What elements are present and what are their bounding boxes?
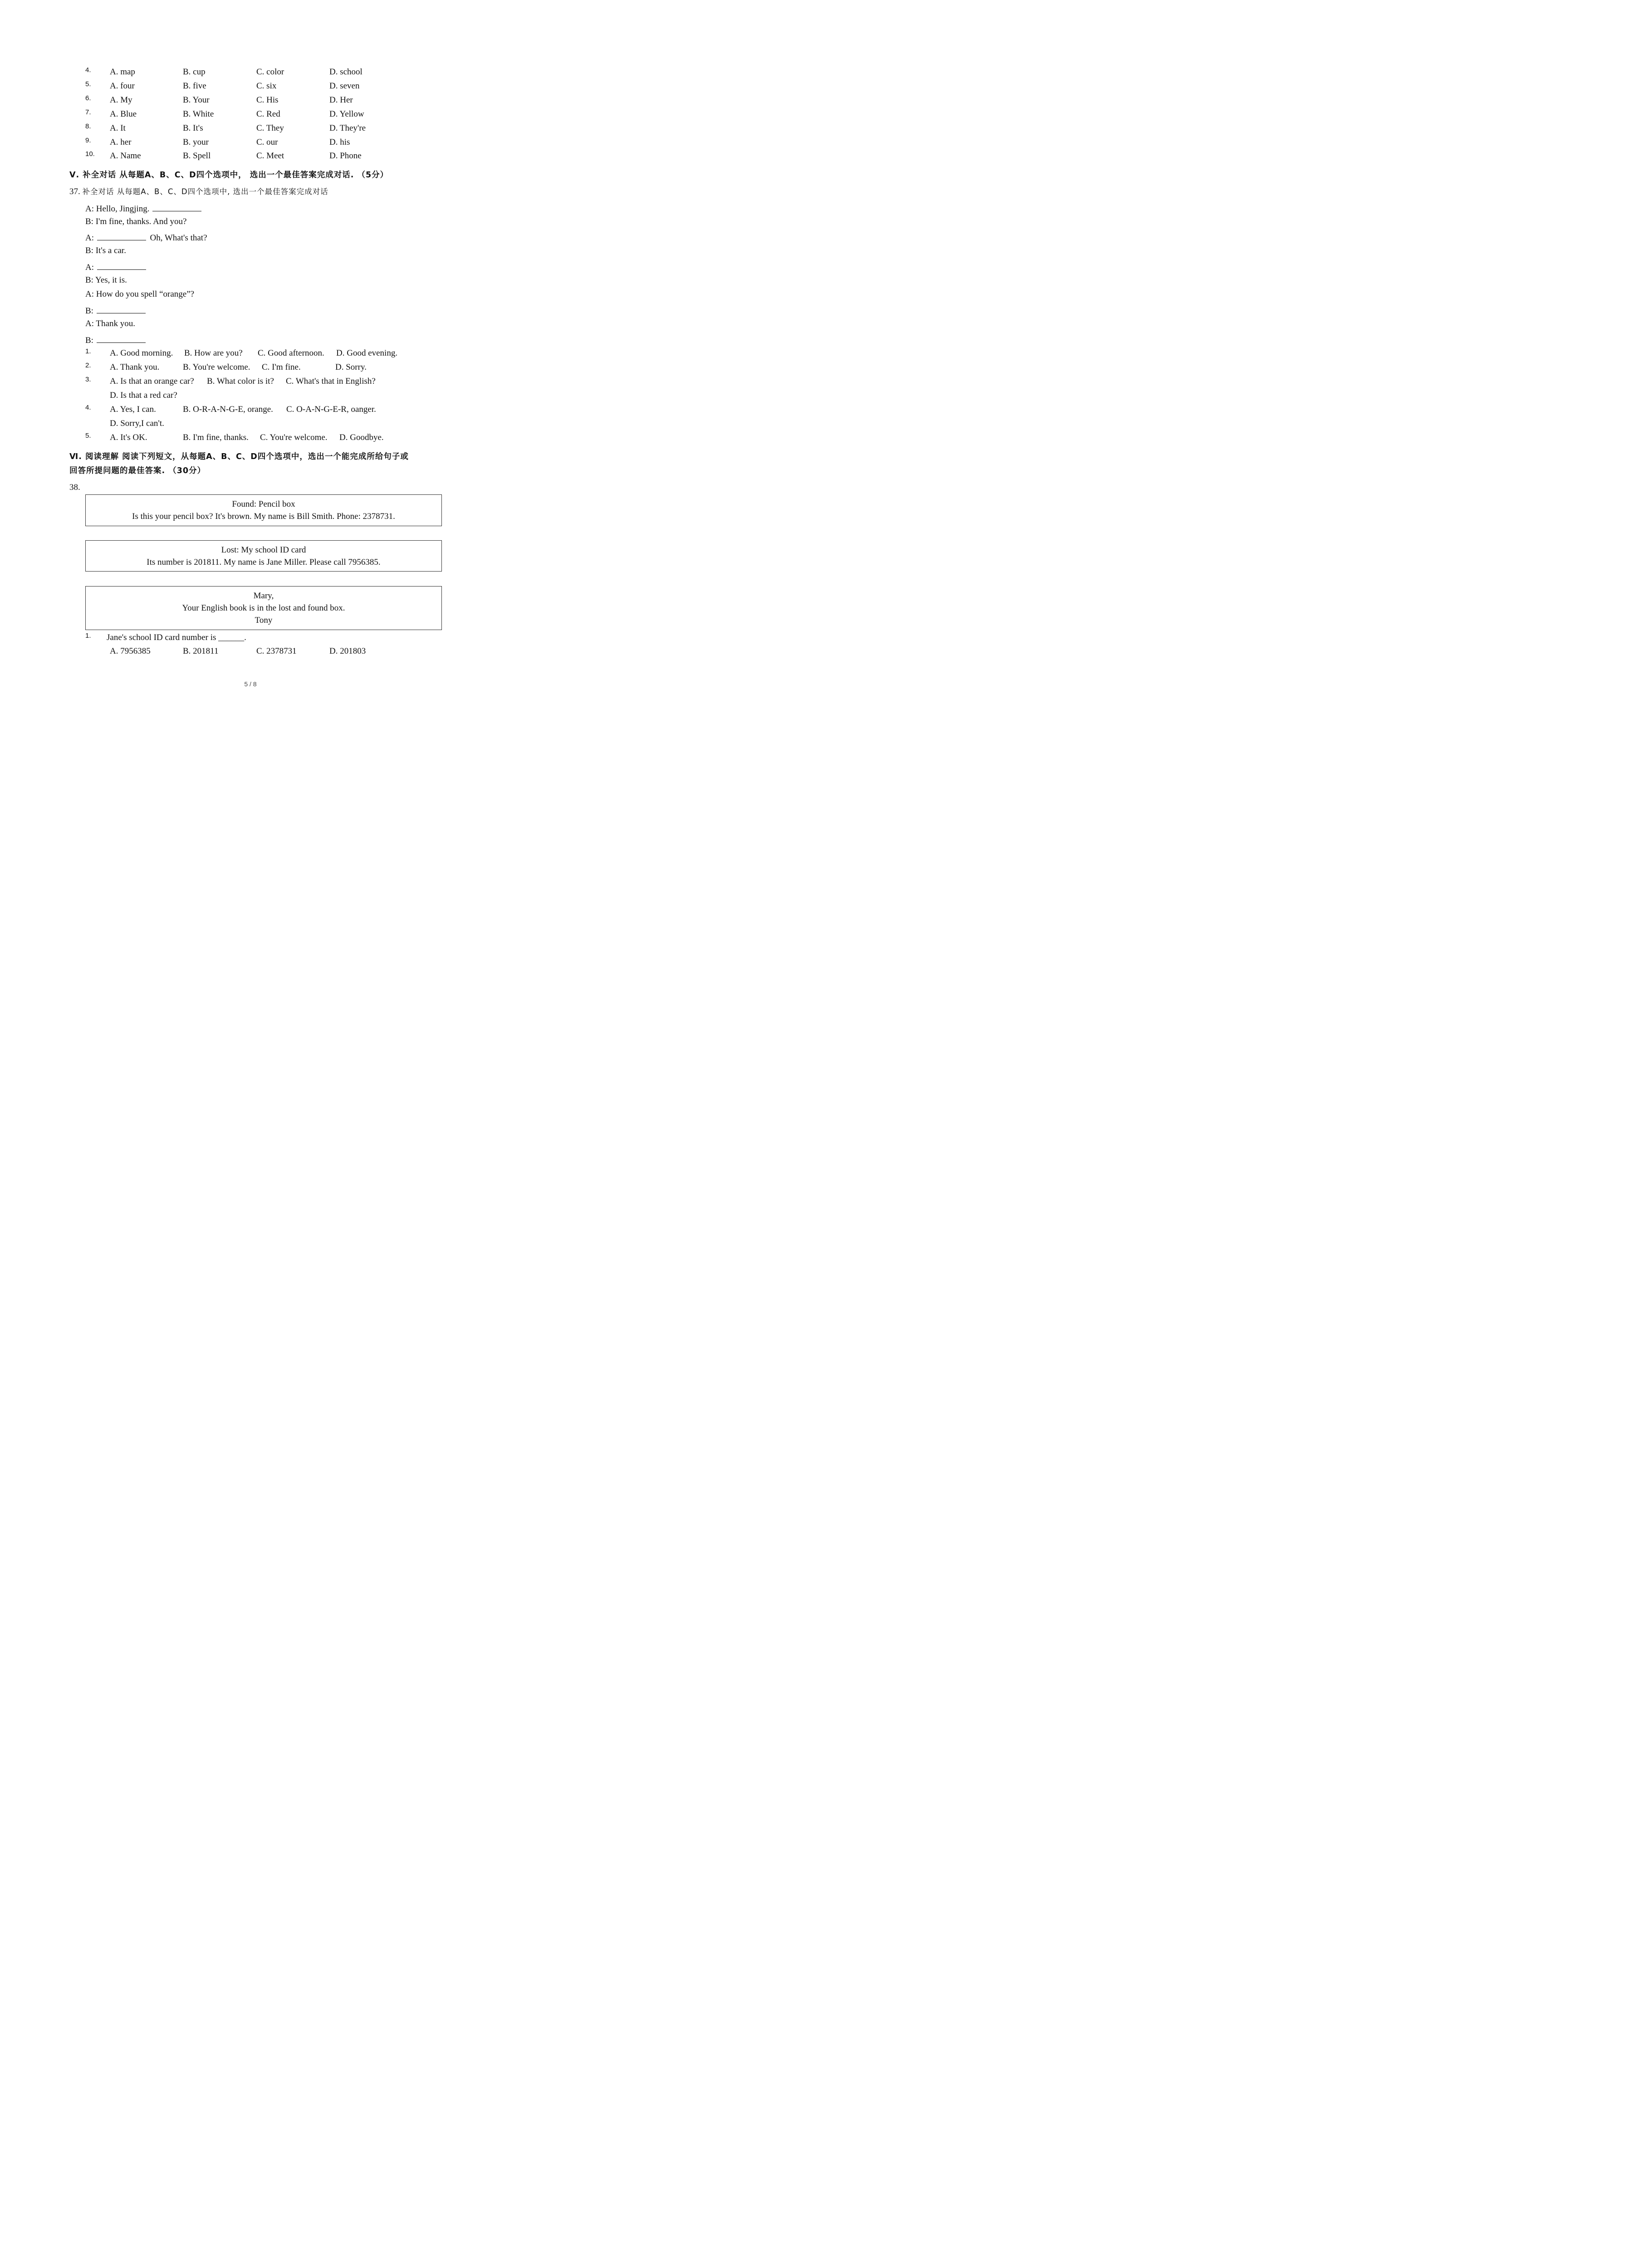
option-d: D. Is that a red car? [110, 391, 177, 400]
option-a: A. My [110, 95, 132, 105]
option-c: C. 2378731 [256, 646, 297, 656]
option-b: B. Your [183, 95, 210, 105]
option-c: C. What's that in English? [286, 376, 376, 386]
section-6-heading-line-1: Ⅵ. 阅读理解 阅读下列短文，从每题A、B、C、D四个选项中，选出一个能完成所给句子或 [69, 452, 409, 461]
dialogue-text: B: It's a car. [85, 246, 126, 255]
row-number: 2. [85, 362, 91, 369]
option-a: A. Good morning. [110, 348, 173, 358]
dialogue-line [85, 216, 186, 228]
answer-blank[interactable] [152, 202, 201, 211]
option-b: B. It's [183, 123, 203, 133]
option-c: C. six [256, 81, 277, 91]
option-a: A. Blue [110, 109, 137, 119]
option-c: C. O-A-N-G-E-R, oanger. [286, 405, 376, 414]
section-5-heading: Ⅴ. 补全对话 从每题A、B、C、D四个选项中， 选出一个最佳答案完成对话. （5分） [69, 171, 389, 180]
dialogue-line [85, 288, 194, 300]
option-c: C. color [256, 67, 284, 77]
option-d: D. Her [329, 95, 353, 105]
answer-blank[interactable] [97, 231, 146, 240]
question-instruction: 补全对话 从每题A、B、C、D四个选项中, 选出一个最佳答案完成对话 [82, 187, 328, 196]
option-a: A. Thank you. [110, 362, 160, 372]
dialogue-line [85, 260, 148, 274]
row-number: 4. [85, 66, 91, 74]
option-d: D. Goodbye. [339, 433, 384, 442]
row-number: 3. [85, 376, 91, 383]
page-number: 5 / 8 [244, 680, 257, 688]
section-6-heading-line-2: 回答所提问题的最佳答案. （30分） [69, 466, 206, 475]
dialogue-text: B: Yes, it is. [85, 275, 127, 285]
notice-body: Its number is 201811. My name is Jane Miller. Please call 7956385. [147, 557, 381, 567]
dialogue-text: A: [85, 233, 94, 243]
question-text: Jane's school ID card number is ______. [107, 633, 246, 642]
option-a: A. It [110, 123, 126, 133]
dialogue-text: A: Thank you. [85, 319, 135, 328]
option-d: D. 201803 [329, 646, 366, 656]
answer-blank[interactable] [97, 260, 146, 270]
option-d: D. Sorry,I can't. [110, 419, 164, 428]
option-b: B. White [183, 109, 214, 119]
option-d: D. Yellow [329, 109, 364, 119]
notice-greeting: Mary, [253, 591, 274, 601]
row-number: 7. [85, 108, 91, 116]
notice-title: Lost: My school ID card [221, 545, 306, 555]
dialogue-text: B: [85, 336, 93, 345]
option-d: D. They're [329, 123, 366, 133]
option-b: B. How are you? [184, 348, 243, 358]
option-d: D. Good evening. [336, 348, 398, 358]
row-number: 10. [85, 150, 95, 158]
notice-message-to-mary [85, 586, 442, 630]
option-b: B. cup [183, 67, 206, 77]
dialogue-text: A: Hello, Jingjing. [85, 204, 150, 214]
option-b: B. Spell [183, 151, 211, 161]
notice-body: Your English book is in the lost and found box. [182, 603, 345, 613]
row-number: 5. [85, 432, 91, 440]
option-b: B. O-R-A-N-G-E, orange. [183, 405, 273, 414]
option-a: A. Name [110, 151, 141, 161]
option-c: C. His [256, 95, 279, 105]
option-b: B. five [183, 81, 206, 91]
notice-title: Found: Pencil box [232, 499, 295, 509]
dialogue-text: B: I'm fine, thanks. And you? [85, 217, 187, 226]
option-c: C. Red [256, 109, 280, 119]
dialogue-line [85, 202, 203, 215]
notice-body: Is this your pencil box? It's brown. My name is Bill Smith. Phone: 2378731. [132, 512, 395, 521]
option-c: C. I'm fine. [262, 362, 301, 372]
option-a: A. 7956385 [110, 646, 151, 656]
option-b: B. I'm fine, thanks. [183, 433, 249, 442]
dialogue-line [85, 333, 147, 347]
option-d: D. Phone [329, 151, 362, 161]
dialogue-line [85, 318, 135, 330]
option-a: A. It's OK. [110, 433, 147, 442]
option-c: C. They [256, 123, 284, 133]
option-b: B. 201811 [183, 646, 219, 656]
exam-page [0, 0, 501, 708]
option-d: D. seven [329, 81, 360, 91]
option-d: D. Sorry. [335, 362, 367, 372]
row-number: 9. [85, 137, 91, 144]
option-c: C. Good afternoon. [258, 348, 324, 358]
option-b: B. your [183, 137, 209, 147]
option-c: C. Meet [256, 151, 284, 161]
option-a: A. her [110, 137, 132, 147]
option-b: B. You're welcome. [183, 362, 250, 372]
question-38-number: 38. [69, 483, 80, 492]
row-number: 1. [85, 347, 91, 355]
row-number: 4. [85, 404, 91, 411]
option-a: A. Yes, I can. [110, 405, 156, 414]
option-d: D. school [329, 67, 362, 77]
option-a: A. Is that an orange car? [110, 376, 194, 386]
question-37-label [69, 186, 328, 198]
dialogue-line [85, 245, 126, 257]
notice-lost-id-card [85, 540, 442, 572]
dialogue-text: A: [85, 263, 94, 272]
option-b: B. What color is it? [207, 376, 274, 386]
row-number: 8. [85, 122, 91, 130]
option-a: A. map [110, 67, 135, 77]
dialogue-text-after: Oh, What's that? [150, 233, 207, 243]
dialogue-text: A: How do you spell “orange”? [85, 289, 195, 299]
dialogue-line [85, 231, 207, 244]
option-a: A. four [110, 81, 135, 91]
notice-signature: Tony [255, 616, 273, 625]
question-number: 37. [69, 187, 80, 196]
option-c: C. our [256, 137, 278, 147]
row-number: 1. [85, 632, 91, 640]
answer-blank[interactable] [97, 333, 146, 343]
dialogue-line [85, 304, 147, 317]
option-d: D. his [329, 137, 350, 147]
dialogue-line [85, 274, 127, 286]
option-c: C. You're welcome. [260, 433, 328, 442]
dialogue-text: B: [85, 306, 93, 316]
answer-blank[interactable] [97, 304, 146, 313]
row-number: 5. [85, 80, 91, 88]
notice-found-pencil-box [85, 494, 442, 526]
row-number: 6. [85, 94, 91, 102]
